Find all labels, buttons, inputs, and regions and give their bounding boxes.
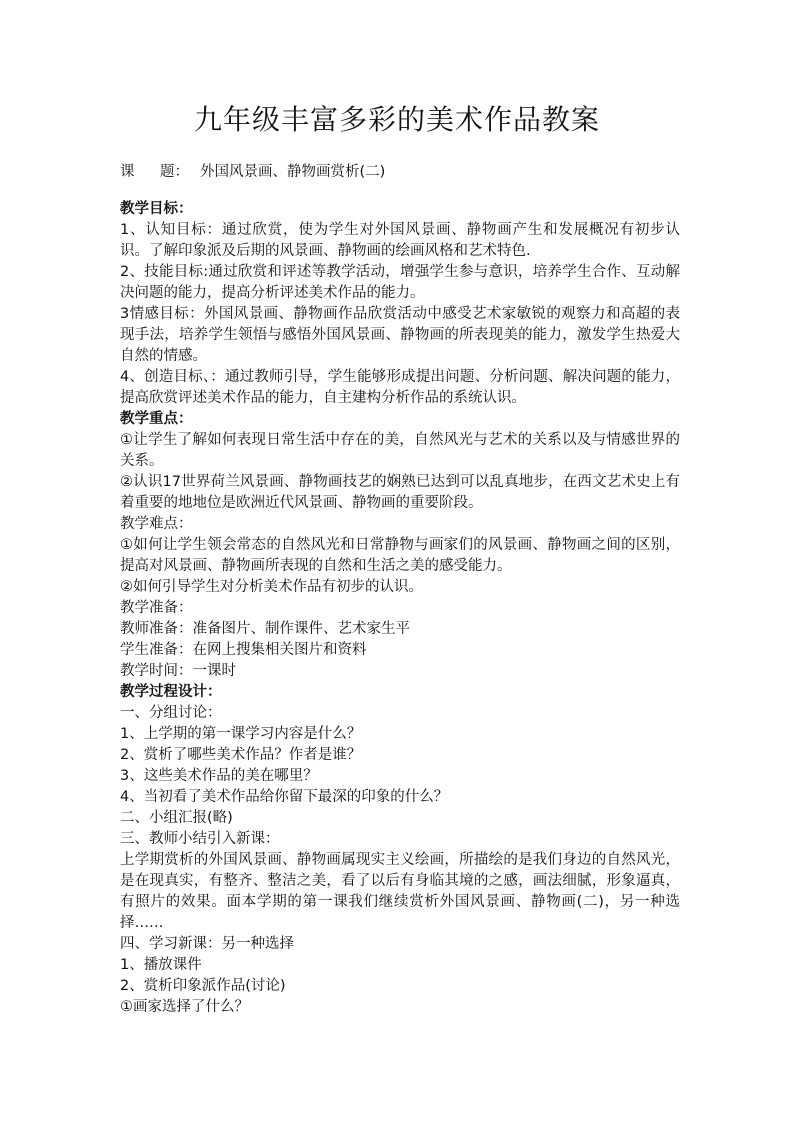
paragraph: ②认识17世界荷兰风景画、静物画技艺的娴熟已达到可以乱真地步，在西文艺术史上有着重要的地地位是欧洲近代风景画、静物画的重要阶段。 — [120, 474, 680, 511]
paragraph: 3情感目标：外国风景画、静物画作品欣赏活动中感受艺术家敏锐的观察力和高超的表现手法，培养学生领悟与感悟外国风景画、静物画的所表现美的能力，激发学生热爱大自然的情感。 — [120, 306, 680, 364]
page-title: 九年级丰富多彩的美术作品教案 — [193, 103, 600, 136]
section-heading: 教学过程设计： — [120, 684, 222, 700]
paragraph: 一、分组讨论： — [120, 705, 222, 721]
paragraph: ①让学生了解如何表现日常生活中存在的美，自然风光与艺术的关系以及与情感世界的关系。 — [120, 432, 680, 469]
paragraph: 四、学习新课：另一种选择 — [120, 936, 294, 952]
paragraph: 2、赏析了哪些美术作品？作者是谁？ — [120, 747, 362, 763]
paragraph: 2、技能目标:通过欣赏和评述等教学活动，增强学生参与意识，培养学生合作、互动解决问题的能力，提高分析评述美术作品的能力。 — [120, 264, 680, 301]
paragraph: 教学时间：一课时 — [120, 663, 236, 679]
paragraph: 1、认知目标：通过欣赏，使为学生对外国风景画、静物画产生和发展概况有初步认识。了解印象派及后期的风景画、静物画的绘画风格和艺术特色. — [120, 222, 680, 259]
paragraph: 教学难点： — [120, 516, 193, 532]
subject-value: 外国风景画、静物画赏析(二) — [200, 164, 386, 180]
paragraph: ①如何让学生领会常态的自然风光和日常静物与画家们的风景画、静物画之间的区别，提高对风景画、静物画所表现的自然和生活之美的感受能力。 — [120, 537, 680, 574]
subject-label-1: 课 — [120, 164, 135, 180]
paragraph: ②如何引导学生对分析美术作品有初步的认识。 — [120, 579, 423, 595]
paragraph: 二、小组汇报(略) — [120, 810, 233, 826]
paragraph: 上学期赏析的外国风景画、静物画属现实主义绘画，所描绘的是我们身边的自然风光，是在现真实，有整齐、整洁之美，看了以后有身临其境的之感，画法细腻，形象逼真，有照片的效果。面本学期的第一课我们继续赏析外国风景画、静物画(二)，另一种选择…… — [120, 852, 680, 931]
paragraph: 3、这些美术作品的美在哪里？ — [120, 768, 318, 784]
paragraph: 1、播放课件 — [120, 957, 202, 973]
paragraph: 三、教师小结引入新课： — [120, 831, 280, 847]
document-body — [120, 199, 680, 1018]
paragraph: 2、赏析印象派作品(讨论) — [120, 978, 286, 994]
paragraph: 教师准备：准备图片、制作课件、艺术家生平 — [120, 621, 410, 637]
subject-label-2: 题： — [160, 164, 189, 180]
paragraph: ①画家选择了什么？ — [120, 999, 249, 1015]
paragraph: 1、上学期的第一课学习内容是什么？ — [120, 726, 362, 742]
paragraph: 学生准备：在网上搜集相关图片和资料 — [120, 642, 367, 658]
paragraph: 教学准备： — [120, 600, 193, 616]
section-heading: 教学重点： — [120, 411, 193, 427]
subject-line — [120, 160, 385, 181]
paragraph: 4、创造目标、：通过教师引导，学生能够形成提出问题、分析问题、解决问题的能力，提高欣赏评述美术作品的能力，自主建构分析作品的系统认识。 — [120, 369, 680, 406]
paragraph: 4、当初看了美术作品给你留下最深的印象的什么？ — [120, 789, 449, 805]
section-heading: 教学目标： — [120, 201, 193, 217]
